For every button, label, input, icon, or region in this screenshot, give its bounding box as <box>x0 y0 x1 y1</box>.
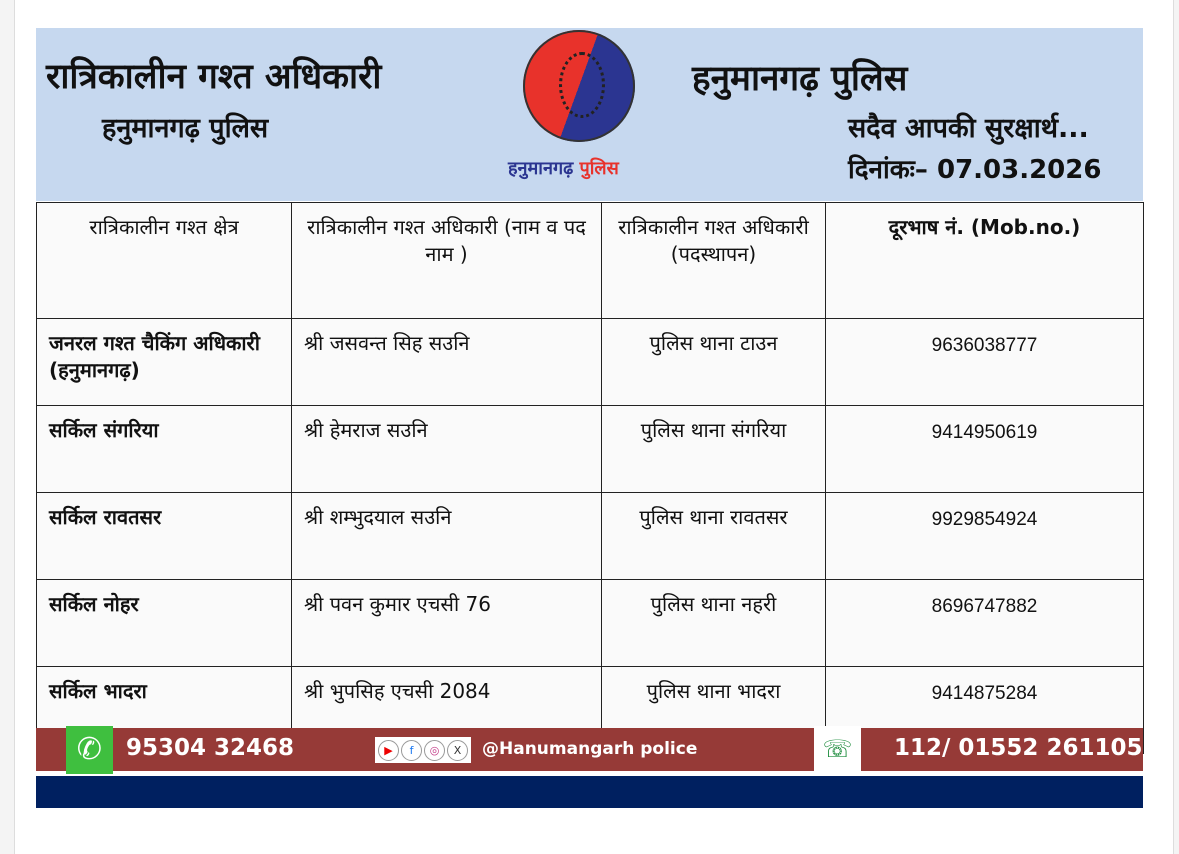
cell-posting: पुलिस थाना नहरी <box>602 580 826 667</box>
cell-phone: 9414875284 <box>826 667 1144 754</box>
cell-officer: श्री शम्भुदयाल सउनि <box>292 493 602 580</box>
title-right: हनुमानगढ़ पुलिस <box>692 59 908 99</box>
emblem-icon <box>559 52 605 118</box>
cell-area: सर्किल रावतसर <box>37 493 292 580</box>
cell-phone: 9414950619 <box>826 406 1144 493</box>
cell-posting: पुलिस थाना संगरिया <box>602 406 826 493</box>
cell-phone: 8696747882 <box>826 580 1144 667</box>
logo-caption <box>508 156 619 180</box>
subtitle-left: हनुमानगढ़ पुलिस <box>102 113 269 144</box>
social-icons <box>375 737 471 763</box>
cell-area: सर्किल संगरिया <box>37 406 292 493</box>
cell-officer: श्री जसवन्त सिह सउनि <box>292 319 602 406</box>
table-header-row <box>37 203 1144 319</box>
contact-bar <box>36 728 1143 771</box>
col-header: रात्रिकालीन गश्त अधिकारी (पदस्थापन) <box>602 203 826 319</box>
tagline: सदैव आपकी सुरक्षार्थ... <box>848 113 1089 144</box>
col-header: रात्रिकालीन गश्त अधिकारी (नाम व पद नाम ) <box>292 203 602 319</box>
phone-icon: ☏ <box>814 726 861 774</box>
col-header: दूरभाष नं. (Mob.no.) <box>826 203 1144 319</box>
col-header: रात्रिकालीन गश्त क्षेत्र <box>37 203 292 319</box>
table-row <box>37 580 1144 667</box>
cell-phone: 9636038777 <box>826 319 1144 406</box>
cell-area: सर्किल भादरा <box>37 667 292 754</box>
footer-stripe <box>36 776 1143 808</box>
table-row <box>37 493 1144 580</box>
cell-officer: श्री भुपसिह एचसी 2084 <box>292 667 602 754</box>
social-handle: @Hanumangarh police <box>482 739 698 759</box>
cell-posting: पुलिस थाना भादरा <box>602 667 826 754</box>
logo-caption-blue: हनुमानगढ़ <box>508 158 574 179</box>
logo-caption-red: पुलिस <box>579 158 619 179</box>
page-title: रात्रिकालीन गश्त अधिकारी <box>46 57 382 97</box>
table-row <box>37 319 1144 406</box>
cell-area: जनरल गश्त चैकिंग अधिकारी (हनुमानगढ़) <box>37 319 292 406</box>
cell-phone: 9929854924 <box>826 493 1144 580</box>
table-row <box>37 406 1144 493</box>
cell-posting: पुलिस थाना रावतसर <box>602 493 826 580</box>
cell-officer: श्री पवन कुमार एचसी 76 <box>292 580 602 667</box>
police-logo <box>523 30 635 142</box>
cell-area: सर्किल नोहर <box>37 580 292 667</box>
whatsapp-number: 95304 32468 <box>126 735 295 761</box>
youtube-icon: ▶ <box>378 740 399 761</box>
instagram-icon: ◎ <box>424 740 445 761</box>
facebook-icon: f <box>401 740 422 761</box>
cell-posting: पुलिस थाना टाउन <box>602 319 826 406</box>
patrol-table <box>36 202 1144 754</box>
x-icon: X <box>447 740 468 761</box>
date: दिनांकः– 07.03.2026 <box>848 155 1102 185</box>
helpline-number: 112/ 01552 261105 <box>894 735 1143 761</box>
cell-officer: श्री हेमराज सउनि <box>292 406 602 493</box>
header-banner <box>36 28 1143 201</box>
whatsapp-icon: ✆ <box>66 726 113 774</box>
